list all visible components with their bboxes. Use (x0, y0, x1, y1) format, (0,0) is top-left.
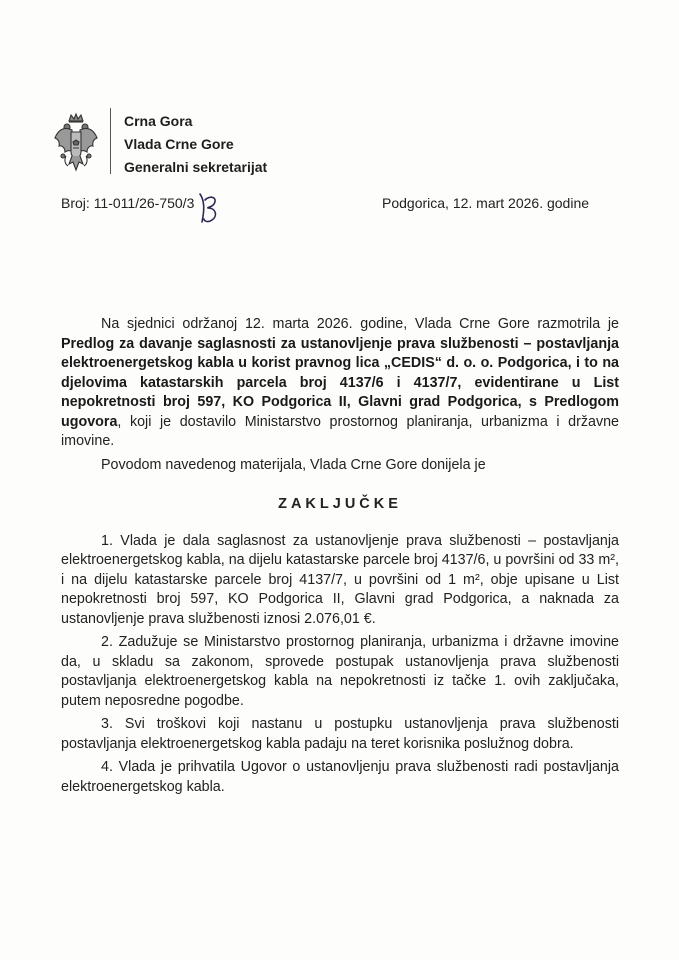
conclusion-item: 3. Svi troškovi koji nastanu u postupku ustanovljenja prava službenosti postavljanja elektroenergetskog kabla padaju na teret korisnika poslužnog dobra. (61, 716, 619, 752)
conclusion-item: 4. Vlada je prihvatila Ugovor o ustanovljenju prava službenosti radi postavljanja elektroenergetskog kabla. (61, 759, 619, 795)
intro-subject: Predlog za davanje saglasnosti za ustanovljenje prava službenosti – postavljanja elektroenergetskog kabla u korist pravnog lica „CEDIS“ d. o. o. Podgorica, i to na djelovima katastarskih parcela broj 4137/6 i 4137/7, evidentirane u List nepokretnosti broj 597, KO Podgorica II, Glavni grad Podgorica, s Predlogom ugovora (61, 335, 619, 430)
reference-value: 11-011/26-750/3 (93, 195, 195, 211)
reference-label: Broj: (61, 195, 90, 211)
conclusion-item: 2. Zadužuje se Ministarstvo prostornog planiranja, urbanizma i državne imovine da, u skladu sa zakonom, sprovede postupak ustanovljenja prava službenosti postavljanja elektroenergetskog kabla na nepokretnosti iz tačke 1. ovih zaključaka, putem neposredne pogodbe. (61, 634, 619, 709)
date-line: Podgorica, 12. mart 2026. godine (382, 195, 590, 211)
header-divider (110, 108, 111, 174)
country-name: Crna Gora (124, 113, 193, 129)
government-name: Vlada Crne Gore (124, 136, 234, 152)
decision-lead: Povodom navedenog materijala, Vlada Crne Gore donijela je (101, 456, 486, 473)
conclusion-item: 1. Vlada je dala saglasnost za ustanovljenje prava službenosti – postavljanja elektroenergetskog kabla, na dijelu katastarske parcele broj 4137/6, u površini od 33 m², i na dijelu katastarske parcele broj 4137/7, u površini od 1 m², obje upisane u List nepokretnosti broj 597, KO Podgorica II, Glavni grad Podgorica, a naknada za ustanovljenje prava službenosti iznosi 2.076,01 €. (61, 532, 619, 627)
letterhead (124, 110, 267, 179)
coat-of-arms-icon (52, 112, 100, 178)
document-body (61, 315, 619, 801)
reference-number (61, 195, 194, 211)
intro-paragraph (61, 315, 619, 452)
conclusions-heading: ZAKLJUČKE (278, 496, 402, 512)
intro-text-end: , koji je dostavilo Ministarstvo prostornog planiranja, urbanizma i državne imovine. (61, 413, 619, 449)
handwritten-mark (196, 192, 222, 228)
intro-text-start: Na sjednici održanoj 12. marta 2026. godine, Vlada Crne Gore razmotrila je (101, 316, 619, 332)
office-name: Generalni sekretarijat (124, 159, 268, 175)
